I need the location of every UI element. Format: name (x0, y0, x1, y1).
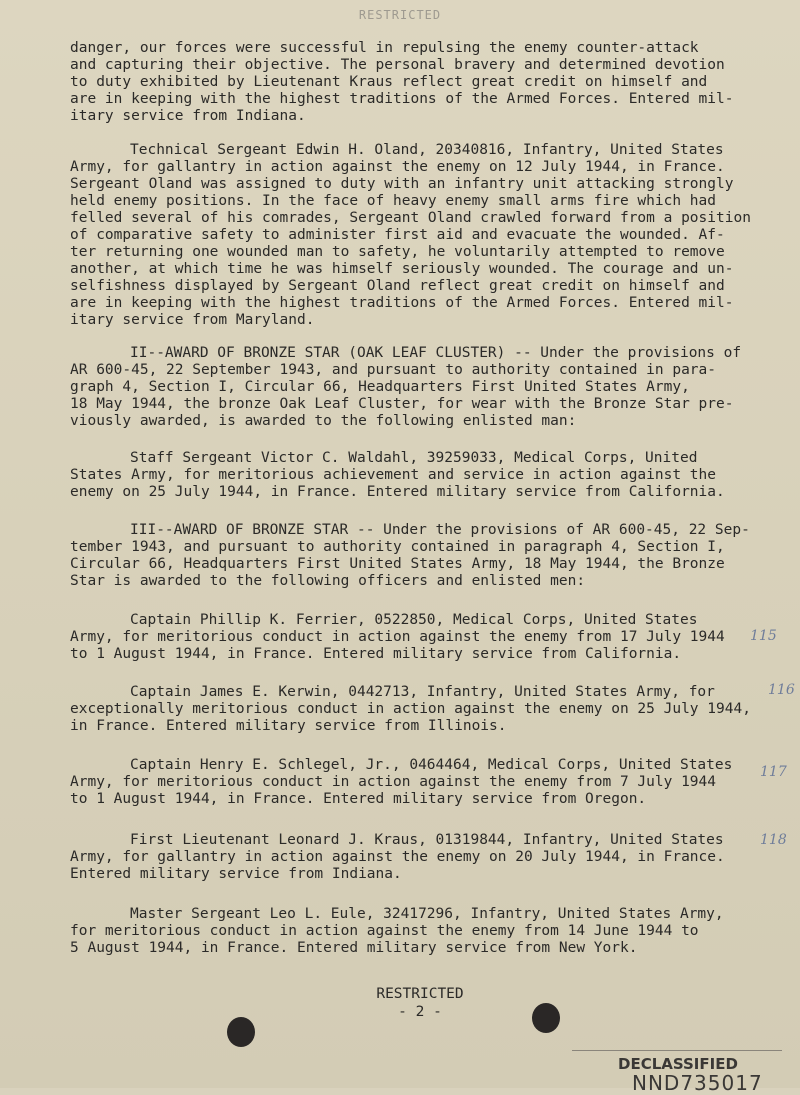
text-line: First Lieutenant Leonard J. Kraus, 01319844, Infantry, United States (130, 832, 724, 848)
text-line: AR 600-45, 22 September 1943, and pursuant to authority contained in para- (70, 362, 717, 378)
text-line: itary service from Maryland. (70, 312, 315, 328)
text-line: II--AWARD OF BRONZE STAR (OAK LEAF CLUSTER) -- Under the provisions of (130, 345, 742, 361)
text-line: felled several of his comrades, Sergeant Oland crawled forward from a position (70, 210, 751, 226)
stamp-authority: NND735017 (632, 1071, 763, 1095)
text-line: States Army, for meritorious achievement and service in action against the (70, 467, 717, 483)
text-line: for meritorious conduct in action against the enemy from 14 June 1944 to (70, 923, 699, 939)
margin-number: 115 (750, 628, 777, 644)
text-line: enemy on 25 July 1944, in France. Entered military service from California. (70, 484, 725, 500)
text-line: Army, for gallantry in action against the enemy on 12 July 1944, in France. (70, 159, 725, 175)
page-footer (340, 985, 500, 1021)
text-line: and capturing their objective. The personal bravery and determined devotion (70, 57, 725, 73)
text-line: Captain James E. Kerwin, 0442713, Infantry, United States Army, for (130, 684, 715, 700)
text-line: III--AWARD OF BRONZE STAR -- Under the provisions of AR 600-45, 22 Sep- (130, 522, 750, 538)
margin-number: 116 (768, 682, 795, 698)
text-line: ter returning one wounded man to safety, he voluntarily attempted to remove (70, 244, 725, 260)
section-iii-heading-paragraph (70, 522, 760, 590)
citation-oland (70, 142, 760, 329)
text-line: itary service from Indiana. (70, 108, 306, 124)
text-line: to 1 August 1944, in France. Entered military service from California. (70, 646, 682, 662)
text-line: 5 August 1944, in France. Entered military service from New York. (70, 940, 638, 956)
text-line: exceptionally meritorious conduct in action against the enemy on 25 July 1944, (70, 701, 751, 717)
text-line: Army, for gallantry in action against the enemy on 20 July 1944, in France. (70, 849, 725, 865)
header-restricted-mark: RESTRICTED (358, 8, 442, 22)
citation-waldahl (70, 450, 760, 501)
citation-eule (70, 906, 760, 957)
text-line: tember 1943, and pursuant to authority contained in paragraph 4, Section I, (70, 539, 725, 555)
section-ii-heading-paragraph (70, 345, 760, 430)
text-line: Sergeant Oland was assigned to duty with an infantry unit attacking strongly (70, 176, 734, 192)
stamp-label: DECLASSIFIED (618, 1055, 738, 1073)
text-line: another, at which time he was himself seriously wounded. The courage and un- (70, 261, 734, 277)
text-line: danger, our forces were successful in repulsing the enemy counter-attack (70, 40, 699, 56)
text-line: Master Sergeant Leo L. Eule, 32417296, Infantry, United States Army, (130, 906, 724, 922)
citation-kerwin (70, 684, 760, 735)
declassified-stamp (572, 1050, 782, 1095)
punch-hole-right (532, 1003, 560, 1033)
text-line: 18 May 1944, the bronze Oak Leaf Cluster, for wear with the Bronze Star pre- (70, 396, 734, 412)
page-number: - 2 - (398, 1004, 442, 1020)
text-line: Army, for meritorious conduct in action against the enemy from 7 July 1944 (70, 774, 717, 790)
margin-number: 117 (760, 764, 787, 780)
text-line: Star is awarded to the following officers and enlisted men: (70, 573, 586, 589)
text-line: viously awarded, is awarded to the following enlisted man: (70, 413, 577, 429)
text-line: selfishness displayed by Sergeant Oland reflect great credit on himself and (70, 278, 725, 294)
text-line: Captain Phillip K. Ferrier, 0522850, Medical Corps, United States (130, 612, 698, 628)
text-line: Entered military service from Indiana. (70, 866, 402, 882)
margin-number: 118 (760, 832, 787, 848)
paragraph-continuation (70, 40, 760, 125)
text-line: Staff Sergeant Victor C. Waldahl, 39259033, Medical Corps, United (130, 450, 698, 466)
citation-ferrier (70, 612, 760, 663)
text-line: are in keeping with the highest traditions of the Armed Forces. Entered mil- (70, 91, 734, 107)
text-line: Circular 66, Headquarters First United States Army, 18 May 1944, the Bronze (70, 556, 725, 572)
citation-kraus (70, 832, 760, 883)
text-line: Army, for meritorious conduct in action against the enemy from 17 July 1944 (70, 629, 725, 645)
text-line: graph 4, Section I, Circular 66, Headquarters First United States Army, (70, 379, 690, 395)
text-line: to 1 August 1944, in France. Entered military service from Oregon. (70, 791, 647, 807)
text-line: in France. Entered military service from Illinois. (70, 718, 507, 734)
text-line: Technical Sergeant Edwin H. Oland, 20340816, Infantry, United States (130, 142, 724, 158)
text-line: to duty exhibited by Lieutenant Kraus reflect great credit on himself and (70, 74, 708, 90)
text-line: held enemy positions. In the face of heavy enemy small arms fire which had (70, 193, 717, 209)
footer-restricted: RESTRICTED (376, 986, 464, 1002)
citation-schlegel (70, 757, 760, 808)
text-line: are in keeping with the highest traditions of the Armed Forces. Entered mil- (70, 295, 734, 311)
punch-hole-left (227, 1017, 255, 1047)
text-line: of comparative safety to administer first aid and evacuate the wounded. Af- (70, 227, 725, 243)
text-line: Captain Henry E. Schlegel, Jr., 0464464, Medical Corps, United States (130, 757, 733, 773)
